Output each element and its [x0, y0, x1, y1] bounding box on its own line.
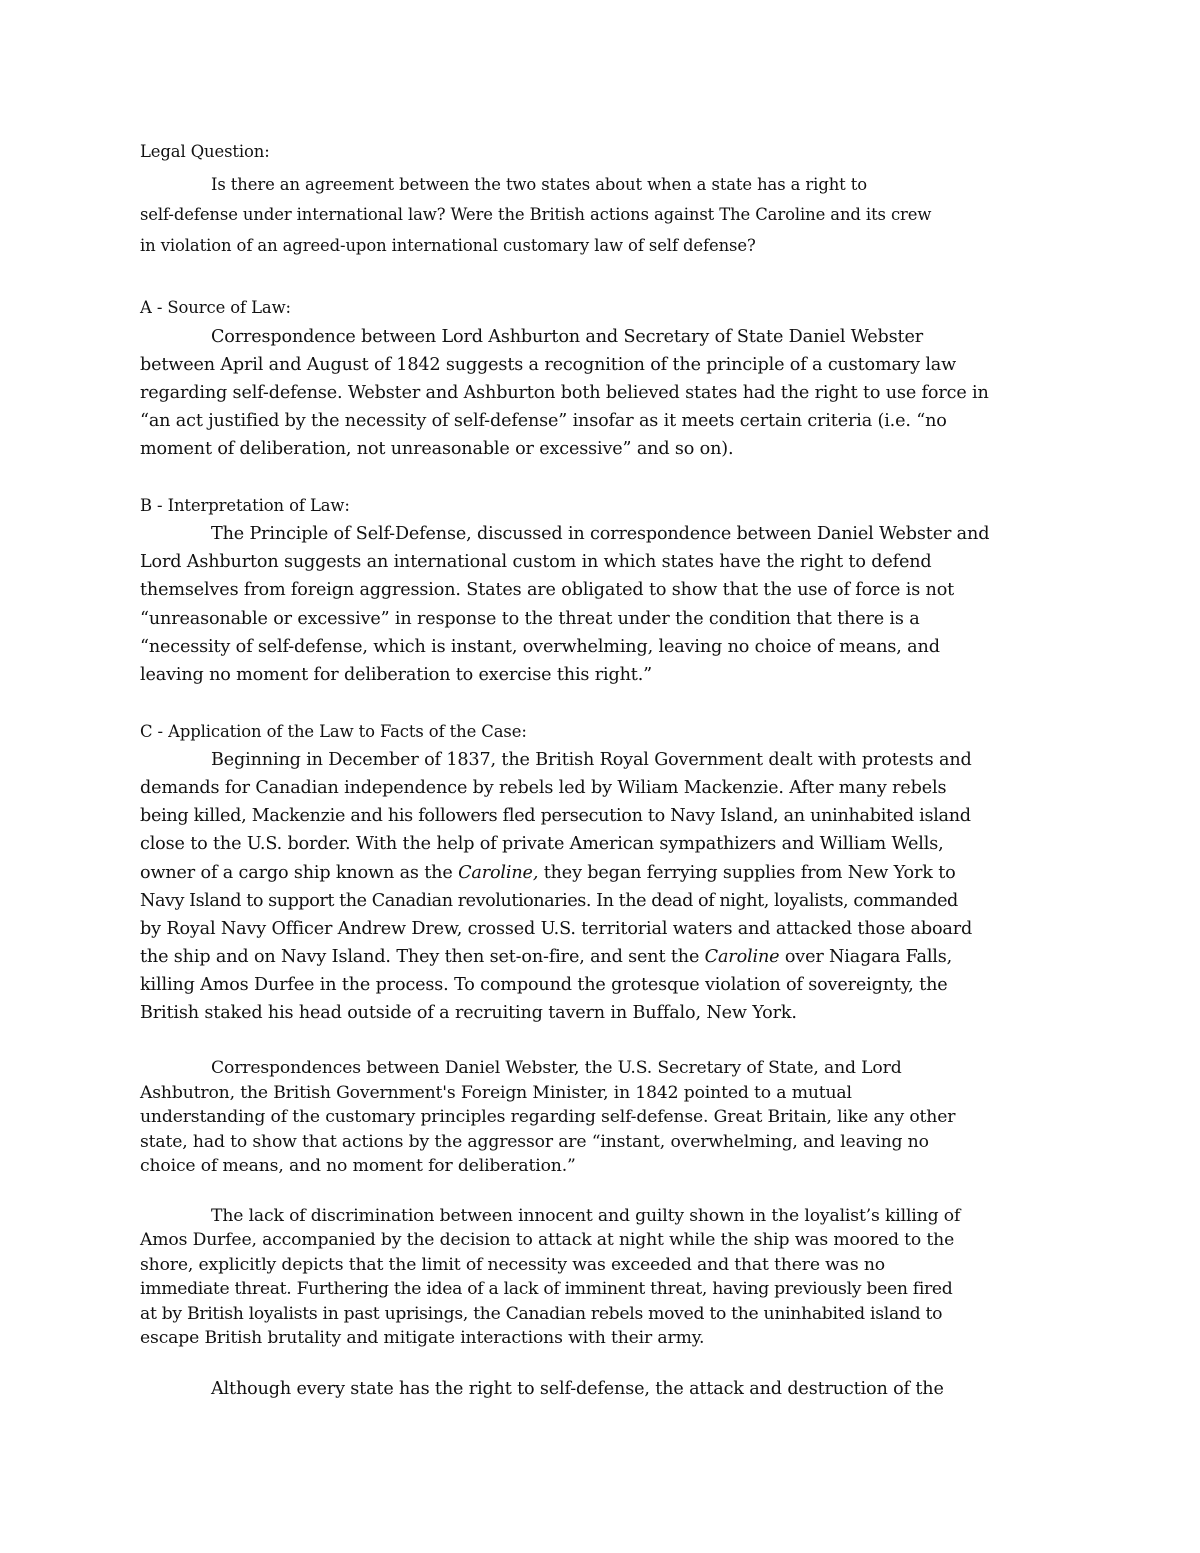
paragraph-line: escape British brutality and mitigate interactions with their army.	[140, 1328, 705, 1348]
paragraph-line: killing Amos Durfee in the process. To compound the grotesque violation of sovereignty, the	[140, 975, 948, 995]
paragraph-line: self-defense under international law? Were the British actions against The Caroline and its crew	[140, 205, 932, 224]
paragraph-line: demands for Canadian independence by rebels led by Wiliam Mackenzie. After many rebels	[140, 778, 947, 798]
section-heading: B - Interpretation of Law:	[140, 496, 350, 515]
paragraph-line: British staked his head outside of a recruiting tavern in Buffalo, New York.	[140, 1003, 797, 1023]
paragraph-line: The Principle of Self-Defense, discussed in correspondence between Daniel Webster and	[211, 524, 990, 544]
paragraph-line: by Royal Navy Officer Andrew Drew, crossed U.S. territorial waters and attacked those aboard	[140, 919, 973, 939]
paragraph-line: Is there an agreement between the two states about when a state has a right to	[211, 175, 868, 194]
paragraph-line: moment of deliberation, not unreasonable or excessive” and so on).	[140, 439, 734, 459]
text-run: over Niagara Falls,	[779, 947, 953, 967]
paragraph-line: Navy Island to support the Canadian revolutionaries. In the dead of night, loyalists, commanded	[140, 891, 958, 911]
paragraph-line: Lord Ashburton suggests an international custom in which states have the right to defend	[140, 552, 932, 572]
section-heading: Legal Question:	[140, 142, 270, 161]
paragraph-line: The lack of discrimination between innocent and guilty shown in the loyalist’s killing of	[211, 1206, 961, 1226]
text-run: the ship and on Navy Island. They then set-on-fire, and sent the	[140, 947, 705, 967]
paragraph-line: shore, explicitly depicts that the limit of necessity was exceeded and that there was no	[140, 1255, 885, 1275]
paragraph-line: “an act justified by the necessity of self-defense” insofar as it meets certain criteria (i.e. “no	[140, 411, 947, 431]
paragraph-line: Ashbutron, the British Government's Foreign Minister, in 1842 pointed to a mutual	[140, 1083, 852, 1103]
paragraph-line: “unreasonable or excessive” in response to the threat under the condition that there is a	[140, 609, 920, 629]
paragraph-line: understanding of the customary principles regarding self-defense. Great Britain, like any other	[140, 1107, 956, 1127]
paragraph-line: immediate threat. Furthering the idea of a lack of imminent threat, having previously been fired	[140, 1279, 953, 1299]
paragraph-line: Although every state has the right to self-defense, the attack and destruction of the	[211, 1379, 944, 1399]
paragraph-line: close to the U.S. border. With the help of private American sympathizers and William Wells,	[140, 834, 944, 854]
paragraph-line: at by British loyalists in past uprisings, the Canadian rebels moved to the uninhabited island to	[140, 1304, 943, 1324]
paragraph-line: Amos Durfee, accompanied by the decision to attack at night while the ship was moored to the	[140, 1230, 955, 1250]
paragraph-line	[140, 863, 956, 883]
text-run: owner of a cargo ship known as the	[140, 863, 459, 883]
paragraph-line	[140, 947, 952, 967]
paragraph-line: in violation of an agreed-upon international customary law of self defense?	[140, 236, 756, 255]
paragraph-line: Beginning in December of 1837, the British Royal Government dealt with protests and	[211, 750, 972, 770]
section-heading: C - Application of the Law to Facts of the Case:	[140, 722, 527, 741]
paragraph-line: between April and August of 1842 suggests a recognition of the principle of a customary law	[140, 355, 957, 375]
text-run: they began ferrying supplies from New York to	[538, 863, 956, 883]
paragraph-line: state, had to show that actions by the aggressor are “instant, overwhelming, and leaving no	[140, 1132, 929, 1152]
paragraph-line: themselves from foreign aggression. States are obligated to show that the use of force is not	[140, 580, 955, 600]
paragraph-line: being killed, Mackenzie and his followers fled persecution to Navy Island, an uninhabited island	[140, 806, 971, 826]
paragraph-line: regarding self-defense. Webster and Ashburton both believed states had the right to use force in	[140, 383, 989, 403]
ship-name-italic: Caroline,	[458, 863, 539, 883]
paragraph-line: Correspondence between Lord Ashburton and Secretary of State Daniel Webster	[211, 327, 923, 347]
paragraph-line: choice of means, and no moment for deliberation.”	[140, 1156, 576, 1176]
paragraph-line: “necessity of self-defense, which is instant, overwhelming, leaving no choice of means, and	[140, 637, 940, 657]
ship-name-italic: Caroline	[704, 947, 780, 967]
section-heading: A - Source of Law:	[140, 298, 291, 317]
paragraph-line: Correspondences between Daniel Webster, the U.S. Secretary of State, and Lord	[211, 1058, 902, 1078]
paragraph-line: leaving no moment for deliberation to exercise this right.”	[140, 665, 652, 685]
